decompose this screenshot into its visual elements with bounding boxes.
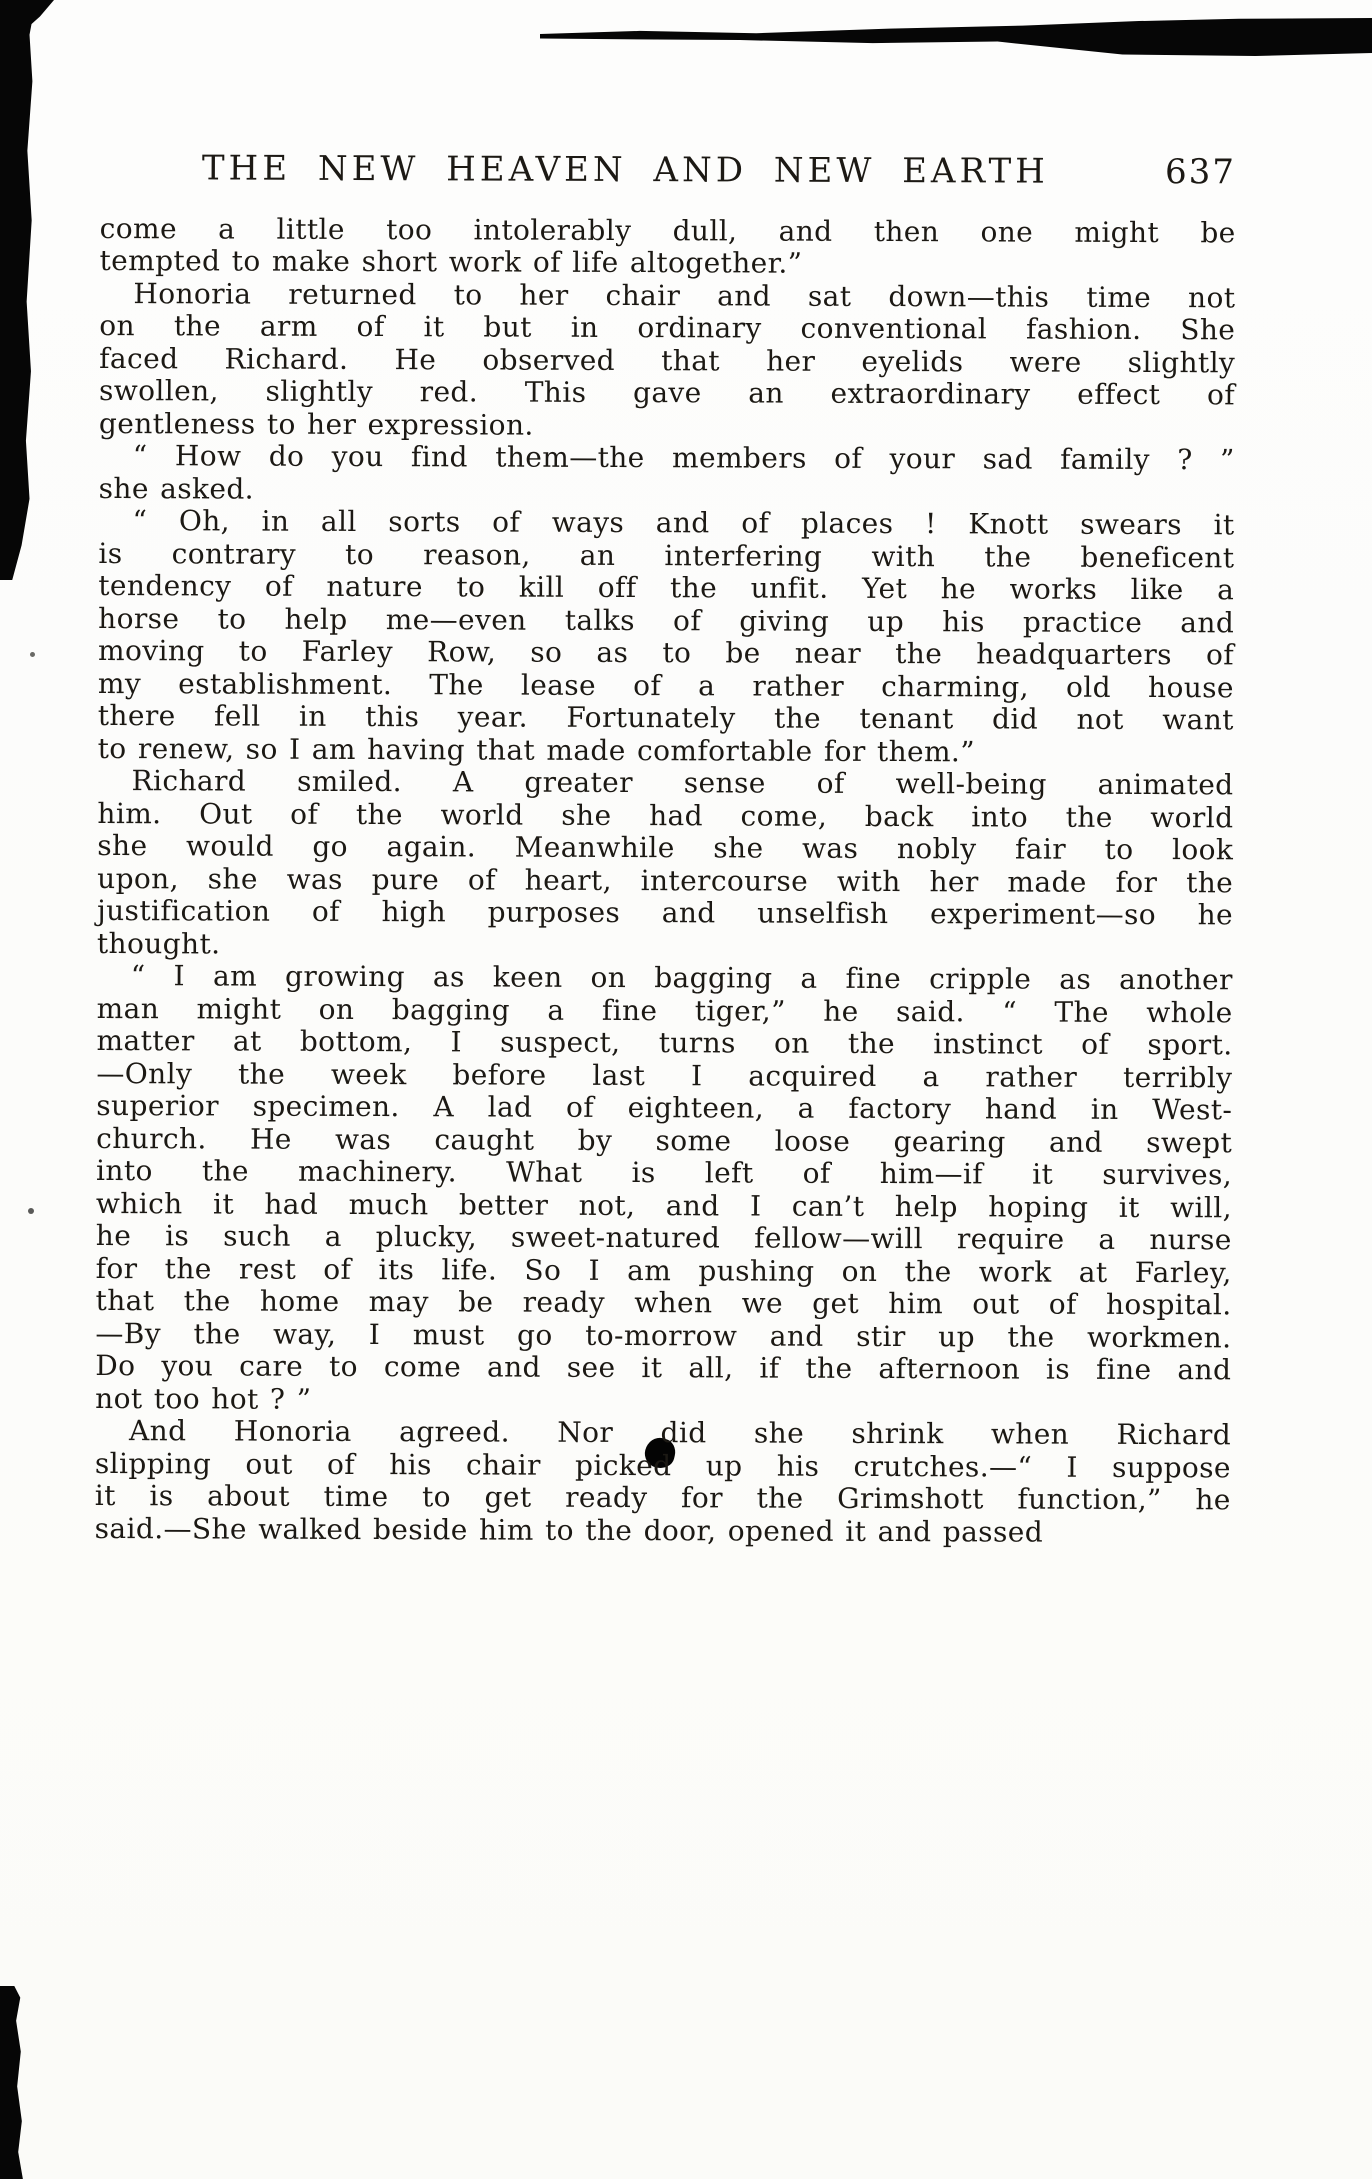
paragraph [97, 765, 1234, 964]
text-line: “ Oh, in all sorts of ways and of places ! Knott swears it [132, 504, 1235, 542]
scan-speck [30, 652, 35, 657]
text-line: for the rest of its life. So I am pushing on the work at Farley, [95, 1251, 1232, 1290]
text-line: tendency of nature to kill off the unfit. Yet he works like a [98, 569, 1235, 607]
text-line: upon, she was pure of heart, intercourse with her made for the [97, 861, 1234, 900]
page-content [95, 148, 1236, 1550]
text-line: gentleness to her expression. [98, 406, 534, 442]
text-line: is contrary to reason, an interfering with the beneficent [98, 536, 1235, 575]
text-line: “ I am growing as keen on bagging a fine cripple as another [130, 959, 1233, 997]
paragraph [95, 960, 1233, 1419]
scan-speck [28, 1208, 34, 1214]
text-line: on the arm of it but in ordinary conventional fashion. She [99, 309, 1236, 347]
paragraph [95, 1415, 1231, 1549]
text-line: there fell in this year. Fortunately the tenant did not want [97, 699, 1234, 737]
text-line: not too hot ? ” [95, 1381, 312, 1416]
text-line: matter at bottom, I suspect, turns on the instinct of sport. [96, 1024, 1233, 1062]
text-line: justification of high purposes and unselfish experiment—so he [97, 894, 1234, 932]
text-line: horse to help me—even talks of giving up his practice and [98, 601, 1235, 640]
text-line: superior specimen. A lad of eighteen, a factory hand in West- [96, 1089, 1233, 1127]
text-line: man might on bagging a fine tiger,” he said. “ The whole [96, 991, 1233, 1030]
paragraph [99, 440, 1235, 509]
text-line: said.—She walked beside him to the door, opened it and passed [94, 1511, 1044, 1549]
text-line: swollen, slightly red. This gave an extraordinary effect of [99, 374, 1236, 412]
text-line: slipping out of his chair picked up his crutches.—“ I suppose [94, 1446, 1232, 1485]
page-body [95, 213, 1236, 1550]
page-header [100, 148, 1236, 193]
text-line: And Honoria agreed. Nor did she shrink when Richard [129, 1414, 1232, 1452]
scan-artifact-bottom-left-bar [0, 1986, 26, 2179]
text-line: “ How do you find them—the members of your sad family ? ” [132, 439, 1235, 477]
paragraph [99, 278, 1236, 445]
paragraph [98, 505, 1235, 769]
scan-artifact-top-streak [540, 18, 1372, 56]
text-line: —Only the week before last I acquired a rather terribly [96, 1056, 1233, 1095]
running-title: THE NEW HEAVEN AND NEW EARTH [201, 148, 1049, 192]
page-number: 637 [1164, 152, 1236, 193]
text-line: church. He was caught by some loose gearing and swept [96, 1121, 1233, 1160]
paragraph [100, 213, 1236, 282]
text-line: Honoria returned to her chair and sat down—this time not [133, 276, 1236, 315]
text-line: that the home may be ready when we get him out of hospital. [95, 1284, 1232, 1322]
text-line: come a little too intolerably dull, and then one might be [99, 211, 1236, 250]
text-line: it is about time to get ready for the Grimshott function,” he [94, 1479, 1231, 1517]
text-line: Richard smiled. A greater sense of well-being animated [131, 764, 1234, 802]
text-line: thought. [96, 926, 221, 961]
text-line: my establishment. The lease of a rather charming, old house [97, 666, 1234, 705]
text-line: Do you care to come and see it all, if the afternoon is fine and [95, 1349, 1232, 1387]
text-line: he is such a plucky, sweet-natured fellow—will require a nurse [95, 1219, 1232, 1257]
text-line: which it had much better not, and I can’t help hoping it will, [95, 1186, 1233, 1225]
text-line: —By the way, I must go to-morrow and stir up the workmen. [95, 1316, 1232, 1355]
text-line: to renew, so I am having that made comfortable for them.” [97, 731, 976, 769]
text-line: she would go again. Meanwhile she was nobly fair to look [97, 829, 1234, 867]
text-line: into the machinery. What is left of him—if it survives, [96, 1154, 1233, 1192]
scan-artifact-left-edge-bar [0, 0, 36, 580]
text-line: she asked. [98, 471, 255, 506]
text-line: him. Out of the world she had come, back into the world [97, 796, 1234, 835]
text-line: tempted to make short work of life altogether.” [99, 244, 803, 280]
text-line: faced Richard. He observed that her eyelids were slightly [99, 341, 1236, 380]
text-line: moving to Farley Row, so as to be near the headquarters of [98, 634, 1235, 672]
